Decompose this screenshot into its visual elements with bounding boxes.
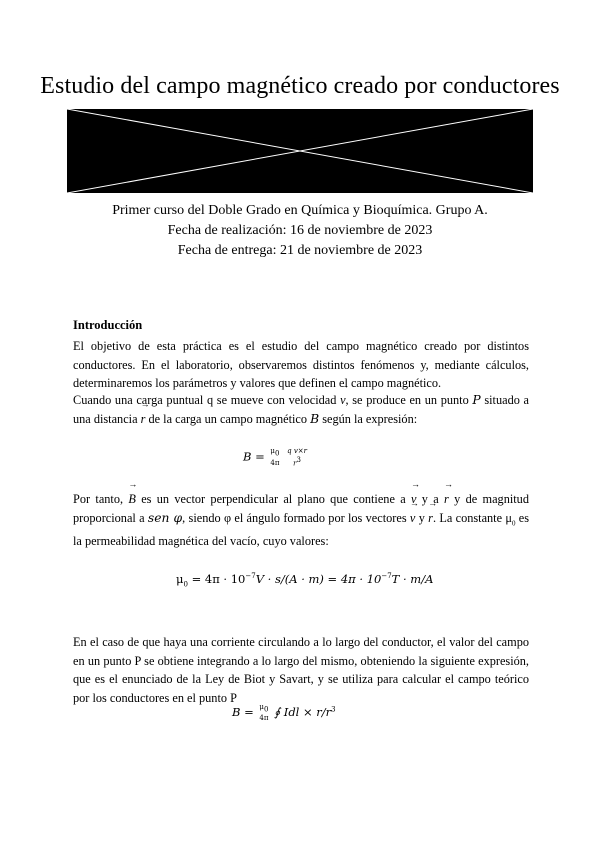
intro-paragraph-1: El objetivo de esta práctica es el estudio del campo magnético creado por distintos conductores. En el laboratorio, observaremos distintos fenómenos y, mediante cálculos, determinaremos los parámetros y valores que definen el campo magnético. — [73, 339, 529, 390]
eq-exponent: −7 — [381, 572, 392, 581]
text-run: situado a una distancia — [73, 393, 530, 426]
document-title: Estudio del campo magnético creado por conductores — [40, 73, 560, 99]
section-heading: Introducción — [73, 318, 143, 332]
eq-term: = 4π · 10 — [187, 572, 246, 586]
date-delivered: Fecha de entrega: 21 de noviembre de 2023 — [177, 243, 423, 258]
text-run: , se produce en un punto — [345, 393, 473, 407]
text-run: Por tanto, — [73, 492, 129, 506]
field-b: B — [310, 411, 320, 426]
text-run: de la carga un campo magnético — [145, 411, 311, 426]
text-run: Cuando una carga puntual q se mueve con velocidad — [73, 393, 341, 407]
mu-symbol: μ — [270, 447, 275, 456]
eq-exponent: 3 — [331, 705, 336, 714]
eq-exponent: 3 — [296, 456, 301, 464]
equation-biot-savart — [232, 703, 336, 723]
vector-v: → v — [411, 490, 416, 509]
text-run: y — [415, 510, 429, 525]
vector-v: → v — [340, 391, 345, 410]
course-line: Primer curso del Doble Grado en Química y Bioquímica. Grupo A. — [112, 203, 488, 218]
eq-numerator: q v×r — [287, 447, 307, 455]
sen-phi: sen φ — [147, 510, 183, 525]
eq-lhs: B — [232, 705, 241, 720]
text-run: . La constante μ — [432, 510, 512, 525]
equation-permeability — [176, 572, 433, 588]
text-run: es un vector perpendicular al plano que contiene a — [135, 492, 411, 506]
eq-equals: = — [251, 449, 269, 464]
eq-lhs: B — [243, 449, 252, 464]
text-run: y de magnitud proporcional a — [73, 492, 529, 525]
equation-point-charge — [243, 447, 309, 468]
mu-symbol: μ — [259, 703, 264, 711]
vector-r: → r — [444, 490, 449, 509]
eq-denominator: 4π — [259, 714, 269, 723]
point-p: P — [472, 393, 481, 407]
eq-fraction-qvr — [287, 447, 307, 468]
vector-v: → v — [410, 509, 415, 528]
eq-fraction-mu — [270, 447, 279, 467]
eq-fraction-mu — [259, 703, 268, 723]
eq-exponent: −7 — [245, 572, 256, 581]
date-performed: Fecha de realización: 16 de noviembre de 2023 — [167, 223, 433, 238]
text-run: y a — [416, 492, 445, 506]
mu-subscript: 0 — [183, 580, 188, 589]
intro-paragraph-2 — [73, 391, 529, 428]
mu-subscript: 0 — [263, 705, 269, 714]
vector-r: → r — [141, 410, 146, 429]
text-run: , siendo φ el ángulo formado por los vectores — [182, 510, 410, 525]
intro-paragraph-3 — [73, 490, 529, 551]
cover-image-placeholder — [67, 109, 533, 193]
eq-term: V · s/(A · m) = 4π · 10 — [255, 572, 382, 586]
eq-equals: = — [240, 705, 258, 720]
text-run: es la permeabilidad magnética del vacío, cuyo valores: — [73, 510, 530, 549]
mu-subscript: 0 — [511, 518, 516, 527]
mu-symbol: μ — [176, 572, 184, 586]
eq-term: T · m/A — [391, 572, 434, 586]
image-placeholder-cross — [67, 109, 533, 193]
mu-subscript: 0 — [274, 449, 280, 458]
intro-paragraph-4: En el caso de que haya una corriente circulando a lo largo del conductor, el valor del campo en un punto P se obtiene integrando a lo largo del mismo, obteniendo la siguiente expresión, que es el enunciado de la Ley de Biot y Savart, y se utiliza para calcular el campo teórico por los conductores en el punto P — [73, 635, 529, 705]
eq-integral: ∮ Idl × r/r — [274, 705, 332, 720]
vector-b: → B — [128, 490, 136, 509]
eq-r: r — [293, 459, 297, 468]
text-run: según la expresión: — [319, 411, 418, 426]
eq-denominator: 4π — [270, 458, 280, 467]
vector-r: → r — [428, 509, 433, 528]
